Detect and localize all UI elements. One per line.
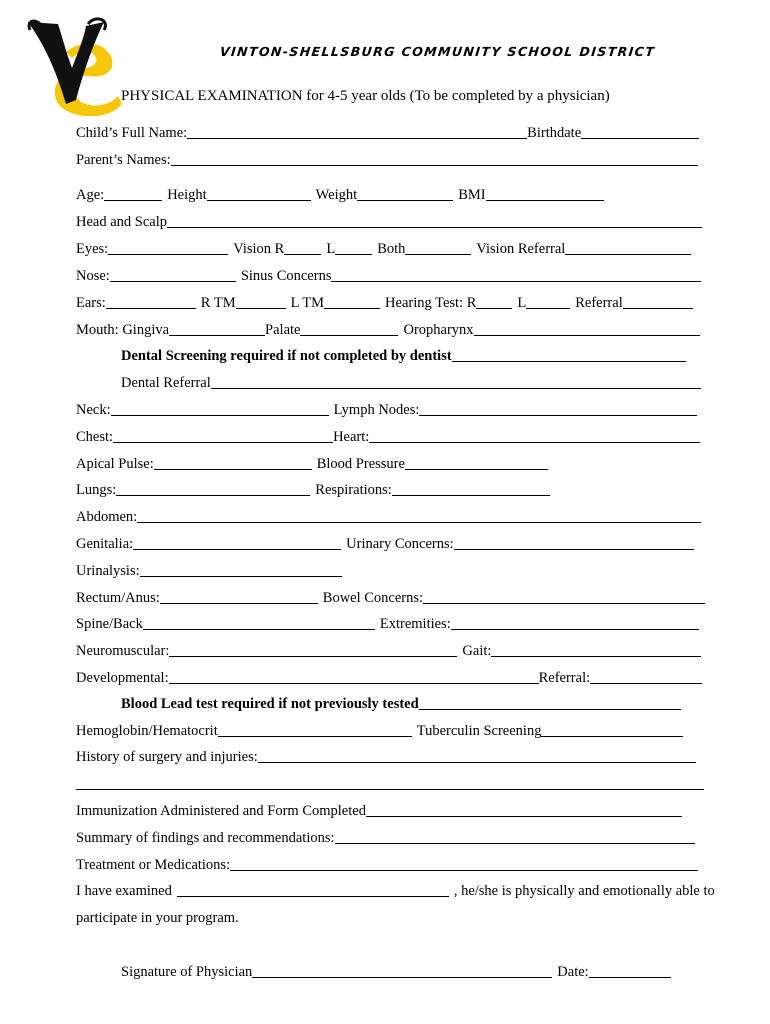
birthdate-field[interactable] xyxy=(581,124,699,139)
nose-field[interactable] xyxy=(110,267,236,282)
ears-label: Ears: xyxy=(76,295,106,311)
able-to-label: , he/she is physically and emotionally able to xyxy=(453,883,715,899)
dental-screening-field[interactable] xyxy=(452,347,686,362)
row-mouth xyxy=(76,319,700,339)
rectum-anus-field[interactable] xyxy=(160,589,318,604)
row-ears xyxy=(76,292,693,312)
row-neck xyxy=(76,399,697,419)
head-scalp-label: Head and Scalp xyxy=(76,214,167,230)
height-field[interactable] xyxy=(207,186,311,201)
developmental-field[interactable] xyxy=(169,669,539,684)
respirations-label: Respirations: xyxy=(315,482,392,498)
treatment-field[interactable] xyxy=(230,856,698,871)
genitalia-label: Genitalia: xyxy=(76,536,134,552)
row-eyes xyxy=(76,238,691,258)
row-spine xyxy=(76,613,699,633)
oropharynx-label: Oropharynx xyxy=(403,322,474,338)
row-blood-lead xyxy=(121,693,681,713)
row-genitalia xyxy=(76,533,694,553)
row-lungs xyxy=(76,479,550,499)
sinus-concerns-field[interactable] xyxy=(331,267,701,282)
r-tm-label: R TM xyxy=(200,295,236,311)
age-field[interactable] xyxy=(104,186,162,201)
head-scalp-field[interactable] xyxy=(167,213,702,228)
history-label: History of surgery and injuries: xyxy=(76,749,258,765)
extremities-field[interactable] xyxy=(451,615,699,630)
tuberculin-field[interactable] xyxy=(541,722,683,737)
oropharynx-field[interactable] xyxy=(474,321,700,336)
row-dental-screening xyxy=(121,345,686,365)
age-label: Age: xyxy=(76,187,105,203)
blood-pressure-label: Blood Pressure xyxy=(316,456,405,472)
row-nose xyxy=(76,265,701,285)
row-signature xyxy=(121,961,671,981)
row-rectum xyxy=(76,587,705,607)
row-apical-pulse xyxy=(76,453,548,473)
hemoglobin-field[interactable] xyxy=(218,722,412,737)
gingiva-label: Mouth: Gingiva xyxy=(76,322,170,338)
hemoglobin-label: Hemoglobin/Hematocrit xyxy=(76,723,218,739)
abdomen-label: Abdomen: xyxy=(76,509,138,525)
bmi-label: BMI xyxy=(458,187,486,203)
vision-r-label: Vision R xyxy=(233,241,285,257)
weight-label: Weight xyxy=(315,187,358,203)
row-abdomen xyxy=(76,506,701,526)
chest-label: Chest: xyxy=(76,429,114,445)
row-participate xyxy=(76,907,239,927)
palate-label: Palate xyxy=(265,322,301,338)
l-tm-field[interactable] xyxy=(324,294,380,309)
history-field[interactable] xyxy=(258,748,696,763)
extremities-label: Extremities: xyxy=(379,616,451,632)
vision-l-field[interactable] xyxy=(335,240,372,255)
vision-referral-label: Vision Referral xyxy=(476,241,566,257)
vision-l-label: L xyxy=(326,241,336,257)
date-field[interactable] xyxy=(589,963,671,978)
logo-black-v xyxy=(28,22,104,104)
hearing-l-label: L xyxy=(517,295,527,311)
bowel-concerns-label: Bowel Concerns: xyxy=(322,590,424,606)
immunization-label: Immunization Administered and Form Completed xyxy=(76,803,366,819)
ears-field[interactable] xyxy=(106,294,196,309)
row-immunization xyxy=(76,800,682,820)
parent-1-field[interactable] xyxy=(171,151,411,166)
apical-pulse-field[interactable] xyxy=(154,455,312,470)
neuromuscular-field[interactable] xyxy=(169,642,457,657)
l-tm-label: L TM xyxy=(290,295,325,311)
gingiva-field[interactable] xyxy=(169,321,265,336)
dental-referral-field[interactable] xyxy=(211,374,701,389)
childs-name-field[interactable] xyxy=(187,124,527,139)
hearing-r-field[interactable] xyxy=(476,294,512,309)
vision-referral-field[interactable] xyxy=(565,240,691,255)
heart-label: Heart: xyxy=(333,429,370,445)
lymph-nodes-label: Lymph Nodes: xyxy=(333,402,420,418)
row-treatment xyxy=(76,854,698,874)
dental-screening-label: Dental Screening required if not completed by dentist xyxy=(121,348,452,364)
parent-2-field[interactable] xyxy=(411,151,698,166)
blood-pressure-field[interactable] xyxy=(405,455,548,470)
signature-label: Signature of Physician xyxy=(121,964,253,980)
lymph-nodes-field[interactable] xyxy=(419,401,697,416)
row-summary xyxy=(76,827,695,847)
row-hemoglobin xyxy=(76,720,683,740)
abdomen-field[interactable] xyxy=(137,508,701,523)
row-dental-referral xyxy=(121,372,701,392)
bmi-field[interactable] xyxy=(486,186,604,201)
parents-names-label: Parent’s Names: xyxy=(76,152,171,168)
neck-field[interactable] xyxy=(111,401,329,416)
hearing-l-field[interactable] xyxy=(526,294,570,309)
height-label: Height xyxy=(167,187,207,203)
chest-field[interactable] xyxy=(113,428,333,443)
blood-lead-field[interactable] xyxy=(419,695,681,710)
tuberculin-label: Tuberculin Screening xyxy=(416,723,542,739)
district-title: VINTON-SHELLSBURG COMMUNITY SCHOOL DISTRICT xyxy=(219,44,657,59)
eyes-field[interactable] xyxy=(108,240,228,255)
respirations-field[interactable] xyxy=(392,481,550,496)
gait-label: Gait: xyxy=(462,643,492,659)
developmental-referral-label: Referral: xyxy=(538,670,591,686)
bowel-concerns-field[interactable] xyxy=(423,589,705,604)
lungs-field[interactable] xyxy=(116,481,310,496)
spine-back-field[interactable] xyxy=(143,615,375,630)
childs-name-label: Child’s Full Name: xyxy=(76,125,188,141)
history-field-line-2[interactable] xyxy=(76,775,704,790)
ears-referral-field[interactable] xyxy=(623,294,693,309)
hearing-r-label: Hearing Test: R xyxy=(385,295,477,311)
developmental-referral-field[interactable] xyxy=(590,669,702,684)
vision-both-field[interactable] xyxy=(405,240,471,255)
date-label: Date: xyxy=(557,964,589,980)
participate-label: participate in your program. xyxy=(76,910,239,926)
row-examined xyxy=(76,880,715,900)
rectum-anus-label: Rectum/Anus: xyxy=(76,590,160,606)
vision-both-label: Both xyxy=(377,241,406,257)
row-history-continued xyxy=(76,773,704,793)
row-developmental xyxy=(76,667,702,687)
row-urinalysis xyxy=(76,560,342,580)
gait-field[interactable] xyxy=(491,642,701,657)
i-have-examined-label: I have examined xyxy=(76,883,172,899)
genitalia-field[interactable] xyxy=(133,535,341,550)
heart-field[interactable] xyxy=(369,428,700,443)
neuromuscular-label: Neuromuscular: xyxy=(76,643,170,659)
apical-pulse-label: Apical Pulse: xyxy=(76,456,154,472)
neck-label: Neck: xyxy=(76,402,111,418)
spine-back-label: Spine/Back xyxy=(76,616,143,632)
signature-field[interactable] xyxy=(252,963,552,978)
sinus-concerns-label: Sinus Concerns xyxy=(240,268,332,284)
row-neuromuscular xyxy=(76,640,701,660)
eyes-label: Eyes: xyxy=(76,241,109,257)
urinary-concerns-label: Urinary Concerns: xyxy=(346,536,454,552)
district-logo xyxy=(22,16,126,116)
ears-referral-label: Referral xyxy=(575,295,623,311)
row-child-name xyxy=(76,122,699,142)
treatment-label: Treatment or Medications: xyxy=(76,857,231,873)
urinalysis-label: Urinalysis: xyxy=(76,563,140,579)
developmental-label: Developmental: xyxy=(76,670,169,686)
nose-label: Nose: xyxy=(76,268,110,284)
palate-field[interactable] xyxy=(300,321,398,336)
dental-referral-label: Dental Referral xyxy=(121,375,211,391)
vision-r-field[interactable] xyxy=(284,240,321,255)
row-parents xyxy=(76,149,698,169)
summary-label: Summary of findings and recommendations: xyxy=(76,830,335,846)
birthdate-label: Birthdate xyxy=(527,125,582,141)
examined-child-field[interactable] xyxy=(177,882,449,897)
row-measurements xyxy=(76,184,604,204)
urinary-concerns-field[interactable] xyxy=(454,535,694,550)
weight-field[interactable] xyxy=(357,186,453,201)
blood-lead-label: Blood Lead test required if not previously tested xyxy=(121,696,419,712)
immunization-field[interactable] xyxy=(366,802,682,817)
summary-field[interactable] xyxy=(335,829,695,844)
lungs-label: Lungs: xyxy=(76,482,117,498)
urinalysis-field[interactable] xyxy=(140,562,342,577)
row-head-scalp xyxy=(76,211,702,231)
form-subtitle: PHYSICAL EXAMINATION for 4-5 year olds (To be completed by a physician) xyxy=(121,88,610,104)
row-history xyxy=(76,746,696,766)
row-chest xyxy=(76,426,700,446)
r-tm-field[interactable] xyxy=(236,294,286,309)
